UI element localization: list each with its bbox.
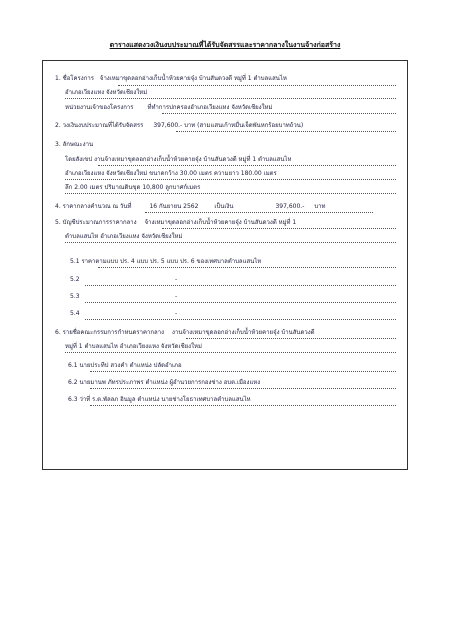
work-desc-3: ลึก 2.00 เมตร ปริมาณดินขุด 10,800 ลูกบาศก์เมตร	[65, 184, 201, 191]
bill-row	[55, 219, 296, 227]
bill-value-2: ตำบลแสนไห อำเภอเวียงแหง จังหวัดเชียงใหม่	[65, 233, 183, 240]
estimate-amount-unit: บาท	[314, 203, 326, 210]
dotted-line	[162, 113, 396, 114]
committee-member-3: 6.3 ว่าที่ ร.ต.พัลลภ อินมูล ตำแหน่ง นายช่างโยธาเทศบาลตำบลแสนไห	[68, 396, 251, 403]
bill-item-2-row	[70, 276, 178, 284]
project-name-label: 1. ชื่อโครงการ	[55, 75, 94, 82]
committee-row	[55, 329, 315, 337]
project-name-row	[55, 75, 287, 83]
estimate-amount-label: เป็นเงิน	[214, 203, 234, 210]
bill-item-4-row	[70, 310, 178, 318]
dotted-line	[98, 267, 396, 268]
dotted-line	[162, 228, 396, 229]
work-desc-2: อำเภอเวียงแหง จังหวัดเชียงใหม่ ขนาดกว้าง 30.00 เมตร ความยาว 180.00 เมตร	[65, 170, 277, 177]
committee-member-1: 6.1 นายประทีป สวงคำ ตำแหน่ง ปลัดอำเภอ	[68, 362, 182, 369]
estimate-amount-value: 397,600.-	[275, 203, 305, 210]
bill-item-4-dash: -	[175, 310, 178, 317]
dotted-line	[186, 338, 396, 339]
dotted-line	[90, 405, 396, 406]
owner-row	[65, 104, 272, 112]
committee-label: 6. รายชื่อคณะกรรมการกำหนดราคากลาง	[55, 329, 165, 336]
work-type-label: 3. ลักษณะงาน	[55, 141, 94, 148]
bill-item-4: 5.4	[70, 310, 80, 317]
dotted-line	[90, 371, 396, 372]
owner-label: หน่วยงานเจ้าของโครงการ	[65, 104, 134, 111]
dotted-line	[118, 85, 396, 86]
dotted-line	[85, 285, 396, 286]
bill-item-3-row	[70, 293, 178, 301]
dotted-line	[65, 98, 396, 99]
estimate-date-value: 16 กันยายน 2562	[149, 203, 199, 210]
project-name-value-2: อำเภอเวียงแหง จังหวัดเชียงใหม่	[65, 89, 148, 96]
bill-item-1: 5.1 ราคาตามแบบ ปร. 4 แบบ ปร. 5 แบบ ปร. 6 ของเทศบาลตำบลแสนไห	[70, 258, 262, 265]
committee-member-2: 6.2 นายมานพ ภัทรประภาพร ตำแหน่ง ผู้อำนวยการกองช่าง อบต.เมืองแหง	[68, 379, 261, 386]
bill-item-3-dash: -	[175, 293, 178, 300]
dotted-line	[176, 131, 396, 132]
estimate-date-label: 4. ราคากลางคำนวณ ณ วันที่	[55, 203, 132, 210]
document-title: ตารางแสดงวงเงินงบประมาณที่ได้รับจัดสรรและราคากลางในงานจ้างก่อสร้าง	[109, 41, 341, 49]
estimate-date-row	[55, 203, 326, 211]
dotted-line	[145, 212, 373, 213]
work-desc-1: โดยสังเขป งานจ้างเหมาขุดลอกอ่างเก็บน้ำห้วยคายจุ๋ง บ้านสันดวงดี หมู่ที่ 1 ตำบลแสนไห	[65, 156, 292, 163]
bill-label: 5. บัญชีประมาณการราคากลาง	[55, 219, 137, 226]
budget-value: 397,600.- บาท (สามแสนเก้าหมื่นเจ็ดพันหกร้อยบาทถ้วน)	[153, 122, 304, 129]
budget-label: 2. วงเงินงบประมาณที่ได้รับจัดสรร	[55, 122, 144, 129]
dotted-line	[90, 388, 396, 389]
dotted-line	[65, 193, 396, 194]
committee-value-2: หมู่ที่ 1 ตำบลแสนไห อำเภอเวียงแหง จังหวัดเชียงใหม่	[65, 343, 202, 350]
bill-item-3: 5.3	[70, 293, 80, 300]
bill-value: จ้างเหมาขุดลอกอ่างเก็บน้ำห้วยคายจุ๋ง บ้านสันดวงดี หมู่ที่ 1	[144, 219, 297, 226]
bill-item-2-dash: -	[175, 276, 178, 283]
dotted-line	[85, 319, 396, 320]
dotted-line	[65, 179, 396, 180]
owner-value: ที่ทำการปกครองอำเภอเวียงแหง จังหวัดเชียงใหม่	[147, 104, 273, 111]
dotted-line	[98, 165, 396, 166]
dotted-line	[85, 302, 396, 303]
dotted-line	[65, 242, 396, 243]
project-name-value: จ้างเหมาขุดลอกอ่างเก็บน้ำห้วยคายจุ๋ง บ้านสันดวงดี หมู่ที่ 1 ตำบลแสนไห	[99, 75, 287, 82]
bill-item-2: 5.2	[70, 276, 80, 283]
committee-value: งานจ้างเหมาขุดลอกอ่างเก็บน้ำห้วยคายจุ๋ง บ้านสันดวงดี	[172, 329, 315, 336]
budget-row	[55, 122, 303, 130]
dotted-line	[65, 352, 396, 353]
